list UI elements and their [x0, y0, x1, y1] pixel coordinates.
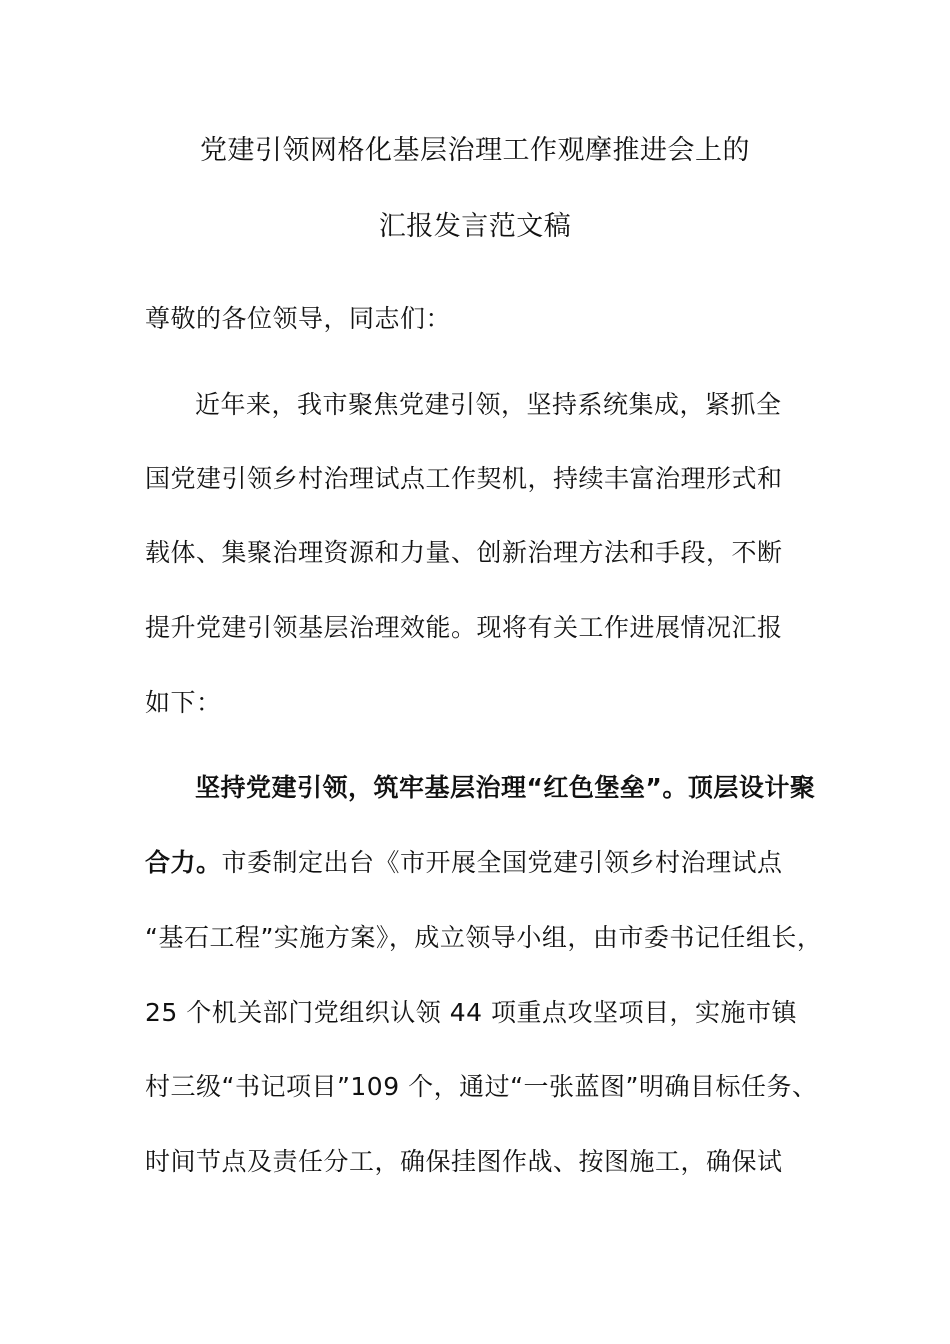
section-heading-continuation: 合力。 — [145, 848, 222, 877]
paragraph-line: 近年来，我市聚焦党建引领，坚持系统集成，紧抓全 — [195, 390, 782, 419]
paragraph-line: 提升党建引领基层治理效能。现将有关工作进展情况汇报 — [145, 613, 783, 642]
paragraph-line: 时间节点及责任分工，确保挂图作战、按图施工，确保试 — [145, 1147, 783, 1176]
paragraph-line: 国党建引领乡村治理试点工作契机，持续丰富治理形式和 — [145, 464, 783, 493]
salutation: 尊敬的各位领导，同志们： — [145, 304, 452, 333]
document-title-line-1: 党建引领网格化基层治理工作观摩推进会上的 — [200, 135, 750, 166]
paragraph-text: 市委制定出台《市开展全国党建引领乡村治理试点 — [221, 848, 783, 877]
document-title-line-2: 汇报发言范文稿 — [378, 211, 572, 242]
paragraph-line: 载体、集聚治理资源和力量、创新治理方法和手段，不断 — [145, 538, 783, 567]
paragraph-line: 25 个机关部门党组织认领 44 项重点攻坚项目，实施市镇 — [145, 998, 797, 1027]
paragraph-line — [145, 846, 783, 880]
paragraph-line: 村三级“书记项目”109 个，通过“一张蓝图”明确目标任务、 — [145, 1072, 818, 1101]
paragraph-line: 如下： — [145, 688, 222, 717]
paragraph-line: “基石工程”实施方案》，成立领导小组，由市委书记任组长， — [145, 923, 823, 952]
section-heading: 坚持党建引领，筑牢基层治理“红色堡垒”。顶层设计聚 — [195, 773, 816, 802]
